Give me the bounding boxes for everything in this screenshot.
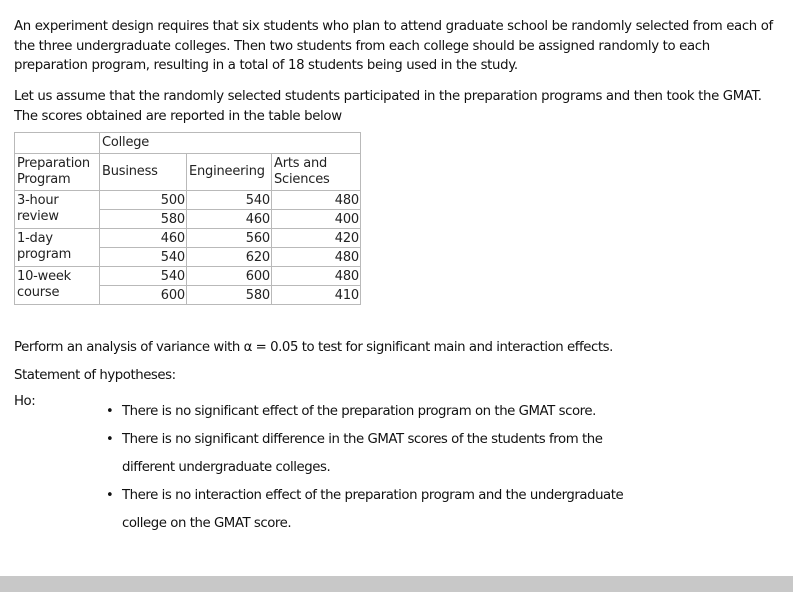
score-cell: 540 [187,191,272,210]
gmat-scores-table [14,132,361,305]
intro-paragraph-2: Let us assume that the randomly selected students participated in the preparation programs and then took the GMAT. The scores obtained are reported in the table below [14,89,762,124]
column-header-arts-sciences: Arts and Sciences [272,154,361,191]
score-cell: 600 [100,286,187,305]
table-row [15,229,361,248]
list-item [104,398,644,426]
score-cell: 580 [187,286,272,305]
bullet-icon: • [106,488,114,503]
score-cell: 460 [187,210,272,229]
score-cell: 500 [100,191,187,210]
score-cell: 480 [272,248,361,267]
score-cell: 460 [100,229,187,248]
program-label-10-week-course: 10-week course [15,267,100,305]
bullet-icon: • [106,432,114,447]
hypotheses-list [104,398,644,538]
college-group-header: College [100,133,361,154]
program-label-3-hour-review: 3-hour review [15,191,100,229]
hypothesis-text: There is no significant difference in the GMAT scores of the students from the different undergraduate colleges. [122,432,603,475]
table-header-row-1 [15,133,361,154]
horizontal-scrollbar[interactable] [0,576,793,592]
score-cell: 620 [187,248,272,267]
score-cell: 540 [100,267,187,286]
column-header-business: Business [100,154,187,191]
analysis-instruction: Perform an analysis of variance with α = 0.05 to test for significant main and interaction effects. [14,340,613,355]
score-cell: 420 [272,229,361,248]
score-cell: 600 [187,267,272,286]
table-row [15,267,361,286]
score-cell: 400 [272,210,361,229]
score-cell: 540 [100,248,187,267]
score-cell: 580 [100,210,187,229]
column-header-engineering: Engineering [187,154,272,191]
table-corner-cell [15,133,100,154]
intro-paragraph-1: An experiment design requires that six students who plan to attend graduate school be randomly selected from each of the three undergraduate colleges. Then two students from each college should be assigned randomly to each preparation program, resulting in a total of 18 students being used in the study. [14,19,773,73]
bullet-icon: • [106,404,114,419]
program-row-header: Preparation Program [15,154,100,191]
list-item [104,426,644,482]
list-item [104,482,644,538]
hypothesis-text: There is no significant effect of the preparation program on the GMAT score. [122,404,596,419]
table-row [15,191,361,210]
program-label-1-day-program: 1-day program [15,229,100,267]
hypothesis-text: There is no interaction effect of the preparation program and the undergraduate college on the GMAT score. [122,488,624,531]
score-cell: 410 [272,286,361,305]
score-cell: 480 [272,267,361,286]
score-cell: 480 [272,191,361,210]
hypotheses-title: Statement of hypotheses: [14,368,176,383]
score-cell: 560 [187,229,272,248]
null-hypothesis-label: Ho: [14,394,36,409]
table-header-row-2 [15,154,361,191]
